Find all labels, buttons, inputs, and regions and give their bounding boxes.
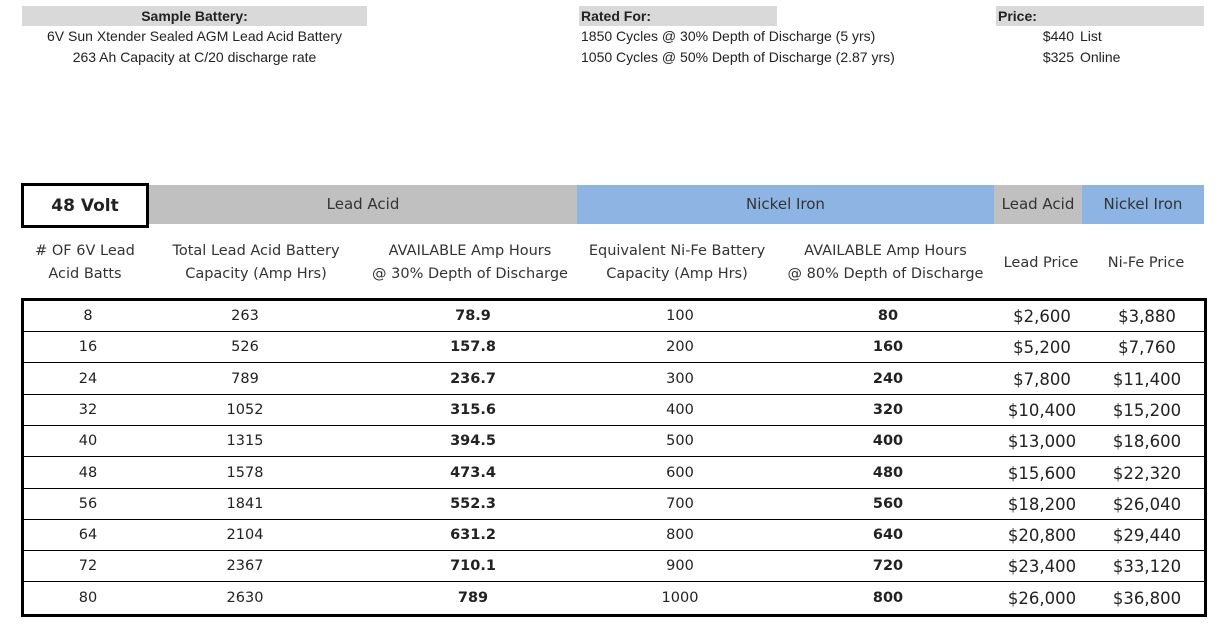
table-row: [24, 301, 1204, 332]
cell-lead-price: $5,200: [1013, 338, 1071, 358]
band-lead-acid-price: Lead Acid: [994, 185, 1082, 224]
cell-nife-capacity: 200: [666, 339, 694, 356]
table-row: [24, 332, 1204, 363]
cell-nife-available: 320: [872, 401, 904, 418]
cell-nife-capacity: 400: [666, 401, 694, 418]
cell-lead-price: $7,800: [1013, 369, 1071, 389]
cell-batts: 48: [78, 464, 98, 481]
cell-nife-capacity: 600: [666, 464, 694, 481]
cell-nife-available: 80: [877, 308, 899, 324]
cell-lead-price: $23,400: [1007, 557, 1077, 577]
cell-nife-available: 240: [872, 370, 904, 387]
cell-lead-price: $13,000: [1007, 432, 1077, 452]
cell-batts: 8: [83, 308, 93, 324]
cell-nife-capacity: 900: [666, 558, 694, 575]
cell-lead-capacity: 2630: [226, 589, 264, 606]
band-nickel-iron-price: Nickel Iron: [1082, 185, 1204, 224]
rated-for-line: 1050 Cycles @ 50% Depth of Discharge (2.87 yrs): [581, 49, 895, 65]
cell-lead-price: $10,400: [1007, 400, 1077, 420]
cell-nife-capacity: 800: [666, 527, 694, 544]
col-header-lead-capacity: Total Lead Acid Battery Capacity (Amp Hrs): [172, 243, 340, 282]
cell-nife-capacity: 500: [666, 433, 694, 450]
band-nickel-iron: Nickel Iron: [577, 185, 994, 224]
table-row: [24, 458, 1204, 489]
cell-lead-available: 552.3: [450, 495, 496, 512]
rated-for-line: 1850 Cycles @ 30% Depth of Discharge (5 yrs): [581, 28, 876, 44]
cell-lead-available: 236.7: [450, 370, 496, 387]
sample-battery-line: 263 Ah Capacity at C/20 discharge rate: [72, 49, 317, 65]
sample-battery-title: Sample Battery:: [22, 6, 367, 26]
price-label: Online: [1080, 49, 1121, 65]
table-row: [24, 583, 1204, 614]
col-header-nife-price: Ni-Fe Price: [1107, 254, 1185, 271]
cell-nife-price: $36,800: [1112, 588, 1182, 608]
col-header-lead-price: Lead Price: [1003, 254, 1079, 271]
cell-nife-capacity: 300: [666, 370, 694, 387]
cell-nife-price: $15,200: [1112, 400, 1182, 420]
rated-for-title: Rated For:: [579, 6, 777, 26]
sample-battery-line: 6V Sun Xtender Sealed AGM Lead Acid Battery: [47, 28, 342, 44]
cell-batts: 72: [78, 558, 98, 575]
band-lead-acid: Lead Acid: [149, 185, 577, 224]
cell-lead-available: 157.8: [450, 339, 496, 356]
cell-nife-available: 800: [872, 589, 904, 606]
col-header-batts: # OF 6V Lead Acid Batts: [35, 243, 135, 282]
cell-nife-available: 640: [872, 527, 904, 544]
table-row: [24, 426, 1204, 457]
col-header-lead-available: AVAILABLE Amp Hours @ 30% Depth of Discharge: [372, 243, 568, 282]
cell-lead-capacity: 1841: [226, 495, 264, 512]
cell-lead-available: 631.2: [450, 527, 496, 544]
col-header-nife-available: AVAILABLE Amp Hours @ 80% Depth of Discharge: [787, 243, 984, 282]
cell-lead-price: $18,200: [1007, 494, 1077, 514]
table-row: [24, 551, 1204, 582]
cell-lead-price: $15,600: [1007, 463, 1077, 483]
cell-nife-price: $29,440: [1112, 526, 1182, 546]
cell-lead-capacity: 2367: [226, 558, 264, 575]
cell-lead-capacity: 263: [231, 308, 259, 324]
cell-nife-available: 480: [872, 464, 904, 481]
cell-nife-price: $22,320: [1112, 463, 1182, 483]
price-block: [996, 6, 1204, 68]
cell-nife-price: $33,120: [1112, 557, 1182, 577]
cell-nife-available: 720: [872, 558, 904, 575]
cell-nife-capacity: 1000: [661, 589, 699, 606]
cell-nife-price: $18,600: [1112, 432, 1182, 452]
cell-nife-available: 400: [872, 433, 904, 450]
cell-lead-price: $20,800: [1007, 526, 1077, 546]
table-row: [24, 395, 1204, 426]
cell-batts: 56: [78, 495, 98, 512]
cell-lead-capacity: 1315: [226, 433, 264, 450]
cell-nife-capacity: 700: [666, 495, 694, 512]
cell-nife-price: $3,880: [1118, 307, 1176, 326]
cell-nife-price: $7,760: [1118, 338, 1176, 358]
cell-nife-available: 560: [872, 495, 904, 512]
price-label: List: [1080, 28, 1102, 44]
cell-batts: 16: [78, 339, 98, 356]
col-header-nife-capacity: Equivalent Ni-Fe Battery Capacity (Amp Hrs): [588, 243, 766, 282]
price-title: Price:: [996, 6, 1204, 26]
table-row: [24, 489, 1204, 520]
price-item: [996, 47, 1204, 68]
cell-nife-price: $11,400: [1112, 369, 1182, 389]
cell-batts: 40: [78, 433, 98, 450]
cell-lead-available: 473.4: [450, 464, 496, 481]
cell-batts: 64: [78, 527, 98, 544]
cell-lead-available: 394.5: [450, 433, 496, 450]
price-amount: $325: [1042, 49, 1074, 65]
cell-batts: 80: [78, 589, 98, 606]
cell-lead-capacity: 789: [231, 370, 259, 387]
cell-lead-capacity: 2104: [226, 527, 264, 544]
rated-for-block: [579, 6, 895, 68]
cell-lead-available: 315.6: [450, 401, 496, 418]
table-row: [24, 520, 1204, 551]
voltage-label: 48 Volt: [21, 183, 149, 228]
table-row: [24, 364, 1204, 395]
cell-batts: 32: [78, 401, 98, 418]
price-amount: $440: [1042, 28, 1074, 44]
cell-lead-price: $26,000: [1007, 588, 1077, 608]
cell-lead-available: 710.1: [450, 558, 496, 575]
cell-nife-available: 160: [872, 339, 904, 356]
cell-batts: 24: [78, 370, 98, 387]
data-table: [21, 298, 1207, 617]
cell-nife-capacity: 100: [666, 308, 694, 324]
cell-lead-available: 78.9: [455, 308, 491, 324]
price-item: [996, 26, 1204, 47]
cell-lead-capacity: 1578: [226, 464, 264, 481]
cell-lead-available: 789: [457, 589, 489, 606]
cell-lead-price: $2,600: [1013, 307, 1071, 326]
cell-lead-capacity: 1052: [226, 401, 264, 418]
cell-lead-capacity: 526: [231, 339, 259, 356]
cell-nife-price: $26,040: [1112, 494, 1182, 514]
sample-battery-block: [22, 6, 367, 68]
